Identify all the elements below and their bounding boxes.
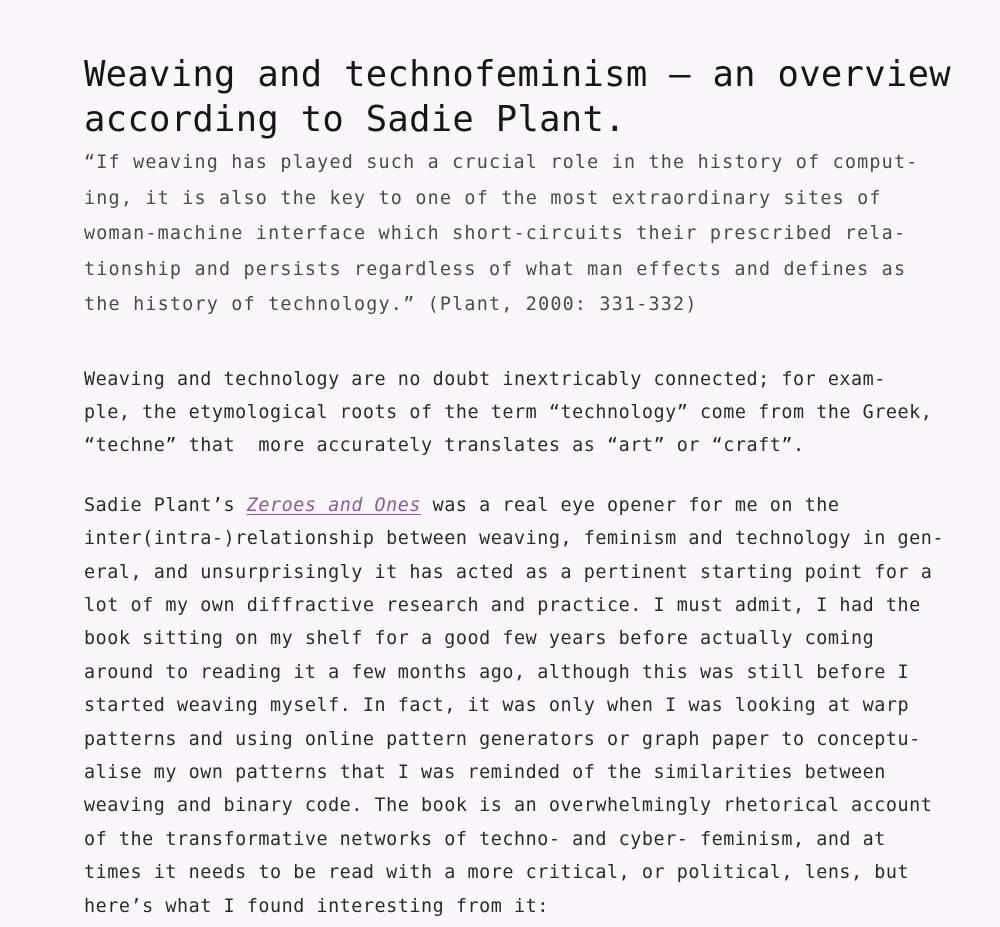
paragraph-text: was a real eye opener for me on the — [421, 494, 840, 516]
zeroes-and-ones-paragraph — [84, 489, 964, 923]
quote-line: woman-machine interface which short-circuits their prescribed rela- — [84, 223, 907, 244]
zeroes-and-ones-link[interactable]: Zeroes and Ones — [246, 494, 422, 516]
article-title-line: Weaving and technofeminism – an overview — [84, 54, 951, 95]
paragraph-line — [84, 489, 964, 522]
paragraph-line: book sitting on my shelf for a good few years before actually coming — [84, 628, 875, 650]
article-title — [84, 52, 964, 142]
quote-line: the history of technology.” (Plant, 2000: 331-332) — [84, 294, 698, 315]
paragraph-line: here’s what I found interesting from it: — [84, 895, 549, 917]
plant-quote — [84, 145, 964, 323]
quote-line: “If weaving has played such a crucial role in the history of comput- — [84, 152, 919, 173]
paragraph-line: ple, the etymological roots of the term “technology” come from the Greek, — [84, 401, 933, 423]
paragraph-line: alise my own patterns that I was reminded of the similarities between — [84, 761, 886, 783]
paragraph-line: of the transformative networks of techno- and cyber- feminism, and at — [84, 828, 886, 850]
paragraph-line: around to reading it a few months ago, although this was still before I — [84, 661, 910, 683]
article — [84, 52, 964, 923]
quote-line: ing, it is also the key to one of the most extraordinary sites of — [84, 187, 882, 209]
paragraph-line: inter(intra-)relationship between weaving, feminism and technology in gen- — [84, 528, 945, 550]
article-title-line: according to Sadie Plant. — [84, 99, 626, 140]
paragraph-text: Sadie Plant’s — [84, 494, 247, 516]
quote-line: tionship and persists regardless of what man effects and defines as — [84, 258, 907, 280]
paragraph-line: weaving and binary code. The book is an overwhelmingly rhetorical account — [84, 795, 933, 817]
paragraph-line: lot of my own diffractive research and practice. I must admit, I had the — [84, 594, 921, 616]
paragraph-line: eral, and unsurprisingly it has acted as a pertinent starting point for a — [84, 561, 933, 583]
paragraph-line: started weaving myself. In fact, it was only when I was looking at warp — [84, 695, 910, 717]
paragraph-line: Weaving and technology are no doubt inextricably connected; for exam- — [84, 368, 886, 390]
paragraph-line: times it needs to be read with a more critical, or political, lens, but — [84, 862, 910, 884]
etymology-paragraph — [84, 363, 964, 463]
paragraph-line: “techne” that more accurately translates as “art” or “craft”. — [84, 435, 805, 457]
paragraph-line: patterns and using online pattern generators or graph paper to conceptu- — [84, 728, 921, 750]
